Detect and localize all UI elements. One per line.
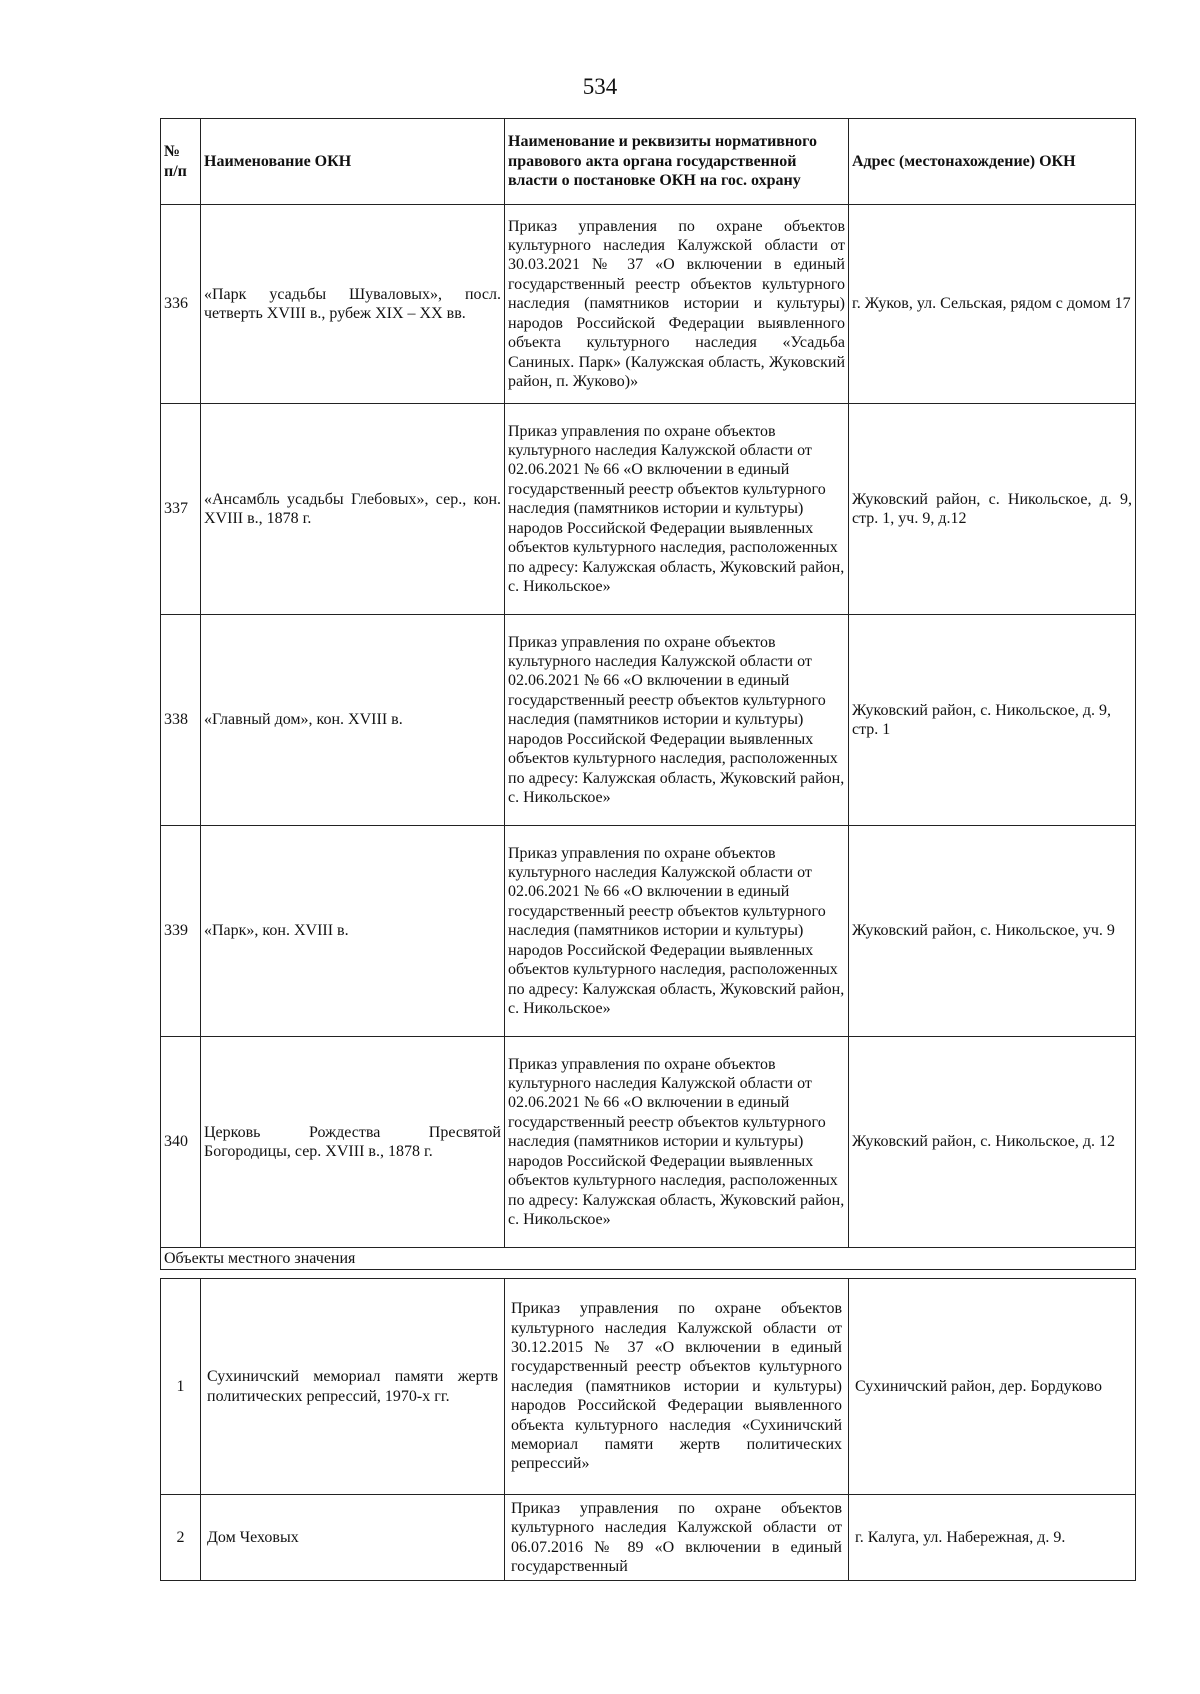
- table-row: [161, 1037, 1136, 1248]
- row-act: Приказ управления по охране объектов культурного наследия Калужской области от 30.03.2021 № 37 «О включении в единый государственный реестр объектов культурного наследия (памятников истории и культуры) народов Российской Федерации выявленного объекта культурного наследия «Усадьба Саниных. Парк» (Калужская область, Жуковский район, п. Жуково)»: [505, 205, 849, 404]
- row-num: 340: [161, 1037, 201, 1248]
- row-act: Приказ управления по охране объектов культурного наследия Калужской области от 02.06.2021 № 66 «О включении в единый государственный реестр объектов культурного наследия (памятников истории и культуры) народов Российской Федерации выявленных объектов культурного наследия, расположенных по адресу: Калужская область, Жуковский район, с. Никольское»: [505, 826, 849, 1037]
- row-act: Приказ управления по охране объектов культурного наследия Калужской области от 02.06.2021 № 66 «О включении в единый государственный реестр объектов культурного наследия (памятников истории и культуры) народов Российской Федерации выявленных объектов культурного наследия, расположенных по адресу: Калужская область, Жуковский район, с. Никольское»: [505, 615, 849, 826]
- row-name: Сухиничский мемориал памяти жертв политических репрессий, 1970-х гг.: [201, 1279, 505, 1495]
- row-name: Церковь Рождества Пресвятой Богородицы, сер. XVIII в., 1878 г.: [201, 1037, 505, 1248]
- header-address: Адрес (местонахождение) ОКН: [849, 119, 1136, 205]
- header-num: № п/п: [161, 119, 201, 205]
- row-address: Жуковский район, с. Никольское, уч. 9: [849, 826, 1136, 1037]
- row-address: Жуковский район, с. Никольское, д. 12: [849, 1037, 1136, 1248]
- row-num: 337: [161, 404, 201, 615]
- row-address: Жуковский район, с. Никольское, д. 9, стр. 1, уч. 9, д.12: [849, 404, 1136, 615]
- header-name: Наименование ОКН: [201, 119, 505, 205]
- row-num: 339: [161, 826, 201, 1037]
- row-address: Сухиничский район, дер. Бордуково: [849, 1279, 1136, 1495]
- table-row: [161, 205, 1136, 404]
- row-num: 1: [161, 1279, 201, 1495]
- row-act: Приказ управления по охране объектов культурного наследия Калужской области от 30.12.2015 № 37 «О включении в единый государственный реестр объектов культурного наследия (памятников истории и культуры) народов Российской Федерации выявленного объекта культурного наследия «Сухиничский мемориал памяти жертв политических репрессий»: [505, 1279, 849, 1495]
- row-name: «Ансамбль усадьбы Глебовых», сер., кон. XVIII в., 1878 г.: [201, 404, 505, 615]
- table-header-row: [161, 119, 1136, 205]
- row-name: «Парк усадьбы Шуваловых», посл. четверть XVIII в., рубеж XIX – XX вв.: [201, 205, 505, 404]
- table-row: [161, 1279, 1136, 1495]
- section-row: [161, 1248, 1136, 1270]
- header-act: Наименование и реквизиты нормативного правового акта органа государственной власти о постановке ОКН на гос. охрану: [505, 119, 849, 205]
- row-num: 2: [161, 1495, 201, 1581]
- row-address: г. Жуков, ул. Сельская, рядом с домом 17: [849, 205, 1136, 404]
- row-name: «Главный дом», кон. XVIII в.: [201, 615, 505, 826]
- page-number: 534: [582, 74, 618, 99]
- table-row: [161, 404, 1136, 615]
- table-row: [161, 1495, 1136, 1581]
- row-name: «Парк», кон. XVIII в.: [201, 826, 505, 1037]
- row-address: г. Калуга, ул. Набережная, д. 9.: [849, 1495, 1136, 1581]
- row-act: Приказ управления по охране объектов культурного наследия Калужской области от 02.06.2021 № 66 «О включении в единый государственный реестр объектов культурного наследия (памятников истории и культуры) народов Российской Федерации выявленных объектов культурного наследия, расположенных по адресу: Калужская область, Жуковский район, с. Никольское»: [505, 1037, 849, 1248]
- row-address: Жуковский район, с. Никольское, д. 9, стр. 1: [849, 615, 1136, 826]
- heritage-objects-table: [160, 118, 1136, 1270]
- table-row: [161, 826, 1136, 1037]
- row-num: 336: [161, 205, 201, 404]
- row-name: Дом Чеховых: [201, 1495, 505, 1581]
- row-act: Приказ управления по охране объектов культурного наследия Калужской области от 02.06.2021 № 66 «О включении в единый государственный реестр объектов культурного наследия (памятников истории и культуры) народов Российской Федерации выявленных объектов культурного наследия, расположенных по адресу: Калужская область, Жуковский район, с. Никольское»: [505, 404, 849, 615]
- local-objects-table: [160, 1278, 1136, 1581]
- row-act: Приказ управления по охране объектов культурного наследия Калужской области от 06.07.2016 № 89 «О включении в единый государственный: [505, 1495, 849, 1581]
- table-row: [161, 615, 1136, 826]
- row-num: 338: [161, 615, 201, 826]
- section-title: Объекты местного значения: [161, 1248, 1136, 1270]
